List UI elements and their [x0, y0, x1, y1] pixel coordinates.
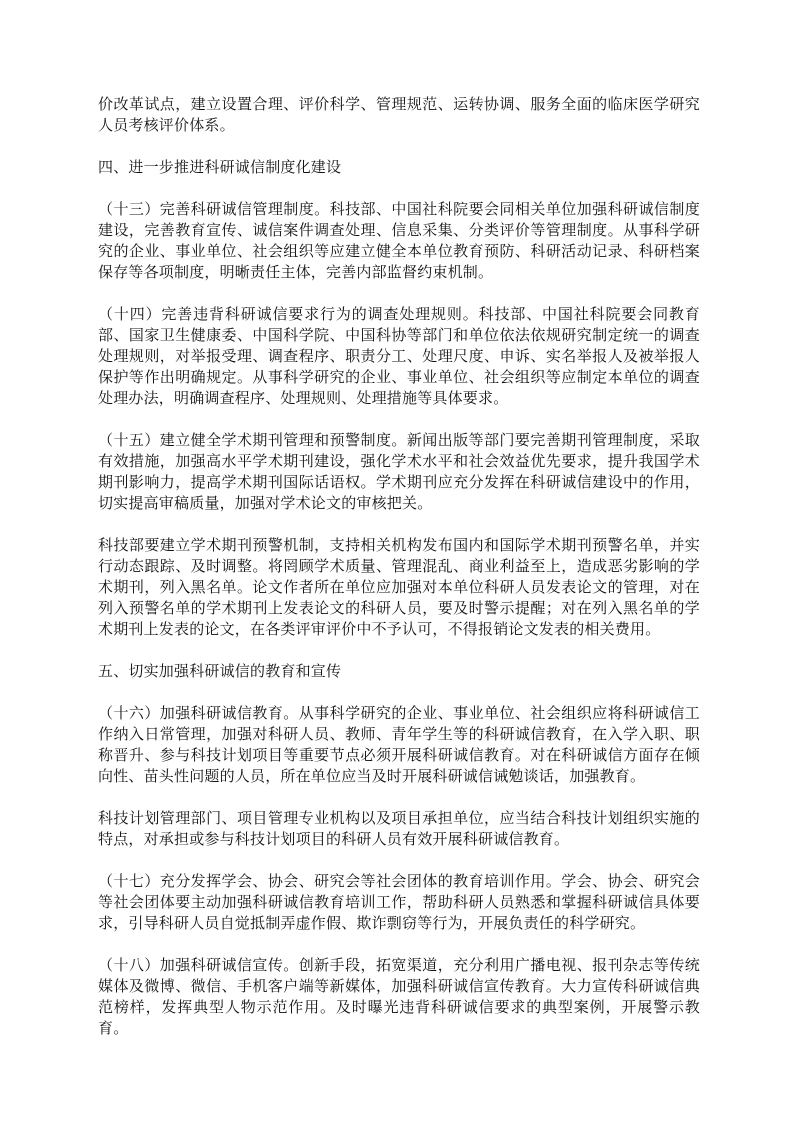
paragraph-item-14: （十四）完善违背科研诚信要求行为的调查处理规则。科技部、中国社科院要会同教育部、国家卫生健康委、中国科学院、中国科协等部门和单位依法依规研究制定统一的调查处理规则，对举报受理、调查程序、职责分工、处理尺度、申诉、实名举报人及被举报人保护等作出明确规定。从事科学研究的企业、事业单位、社会组织等应制定本单位的调查处理办法，明确调查程序、处理规则、处理措施等具体要求。 [98, 307, 700, 407]
paragraph-item-13: （十三）完善科研诚信管理制度。科技部、中国社科院要会同相关单位加强科研诚信制度建设，完善教育宣传、诚信案件调查处理、信息采集、分类评价等管理制度。从事科学研究的企业、事业单位、社会组织等应建立健全本单位教育预防、科研活动记录、科研档案保存等各项制度，明晰责任主体，完善内部监督约束机制。 [98, 202, 700, 281]
paragraph-item-17: （十七）充分发挥学会、协会、研究会等社会团体的教育培训作用。学会、协会、研究会等社会团体要主动加强科研诚信教育培训工作，帮助科研人员熟悉和掌握科研诚信具体要求，引导科研人员自觉抵制弄虚作假、欺诈剽窃等行为，开展负责任的科学研究。 [98, 874, 700, 932]
paragraph-item-18: （十八）加强科研诚信宣传。创新手段，拓宽渠道，充分利用广播电视、报刊杂志等传统媒体及微博、微信、手机客户端等新媒体，加强科研诚信宣传教育。大力宣传科研诚信典范榜样，发挥典型人物示范作用。及时曝光违背科研诚信要求的典型案例，开展警示教育。 [98, 958, 700, 1037]
paragraph-journal-warning: 科技部要建立学术期刊预警机制，支持相关机构发布国内和国际学术期刊预警名单，并实行动态跟踪、及时调整。将罔顾学术质量、管理混乱、商业利益至上，造成恶劣影响的学术期刊，列入黑名单。论文作者所在单位应加强对本单位科研人员发表论文的管理，对在列入预警名单的学术期刊上发表论文的科研人员，要及时警示提醒；对在列入黑名单的学术期刊上发表的论文，在各类评审评价中不予认可，不得报销论文发表的相关费用。 [98, 538, 700, 638]
paragraph-item-16: （十六）加强科研诚信教育。从事科学研究的企业、事业单位、社会组织应将科研诚信工作纳入日常管理，加强对科研人员、教师、青年学生等的科研诚信教育，在入学入职、职称晋升、参与科技计划项目等重要节点必须开展科研诚信教育。对在科研诚信方面存在倾向性、苗头性问题的人员，所在单位应当及时开展科研诚信诫勉谈话，加强教育。 [98, 706, 700, 785]
section-heading-4: 四、进一步推进科研诚信制度化建设 [98, 160, 342, 176]
paragraph-plan-education: 科技计划管理部门、项目管理专业机构以及项目承担单位，应当结合科技计划组织实施的特点，对承担或参与科技计划项目的科研人员有效开展科研诚信教育。 [98, 811, 700, 848]
paragraph-item-15: （十五）建立健全学术期刊管理和预警制度。新闻出版等部门要完善期刊管理制度，采取有效措施，加强高水平学术期刊建设，强化学术水平和社会效益优先要求，提升我国学术期刊影响力，提高学术期刊国际话语权。学术期刊应充分发挥在科研诚信建设中的作用，切实提高审稿质量，加强对学术论文的审核把关。 [98, 433, 700, 512]
section-heading-5: 五、切实加强科研诚信的教育和宣传 [98, 664, 342, 680]
paragraph-continuation: 价改革试点，建立设置合理、评价科学、管理规范、运转协调、服务全面的临床医学研究人员考核评价体系。 [98, 97, 700, 134]
document-page [98, 95, 700, 1040]
